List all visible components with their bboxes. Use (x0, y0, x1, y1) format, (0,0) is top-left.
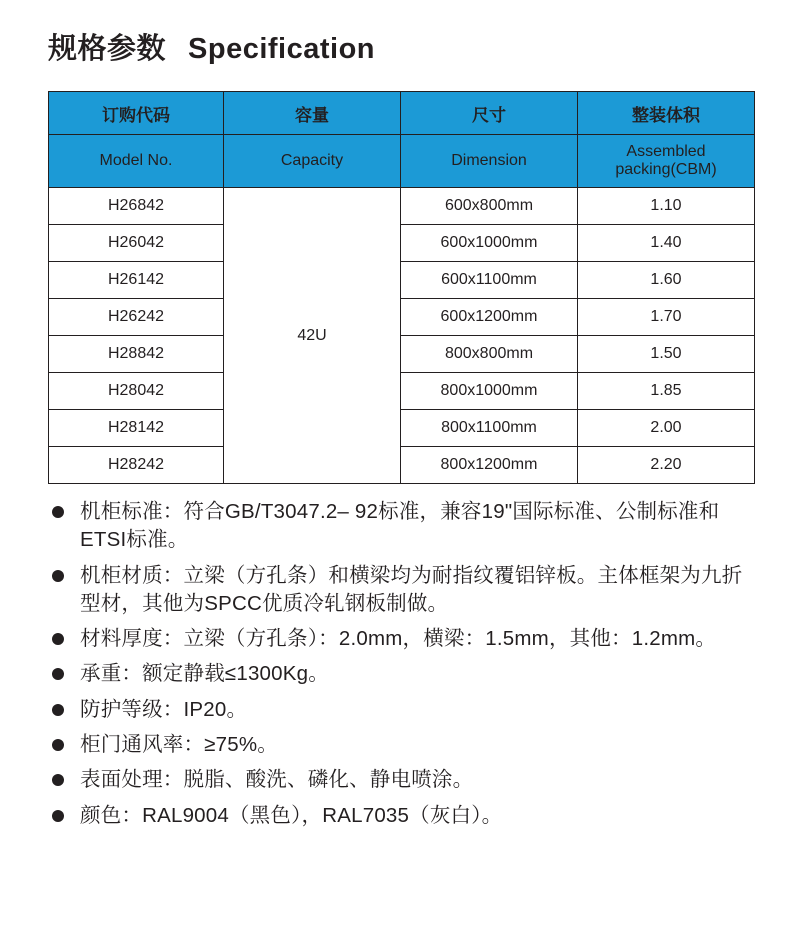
cell-dimension: 600x1200mm (401, 299, 578, 336)
cell-model: H26242 (49, 299, 224, 336)
cell-dimension: 800x1100mm (401, 410, 578, 447)
list-item-text: 防护等级：IP20。 (80, 697, 248, 721)
table-row (49, 225, 755, 262)
page-title (48, 26, 760, 67)
cell-dimension: 800x800mm (401, 336, 578, 373)
bullet-dot-icon (52, 570, 64, 582)
table-row (49, 188, 755, 225)
cell-cbm: 2.00 (578, 410, 755, 447)
bullet-dot-icon (52, 704, 64, 716)
col-header-cbm-en-line1: Assembled (626, 142, 706, 160)
col-header-model-cn: 订购代码 (49, 92, 224, 135)
list-item (48, 731, 760, 759)
cell-dimension: 800x1200mm (401, 447, 578, 484)
bullet-dot-icon (52, 668, 64, 680)
specification-table (48, 91, 755, 484)
table-row (49, 336, 755, 373)
list-item-text: 机柜标准：符合GB/T3047.2– 92标准，兼容19"国际标准、公制标准和ETSI标准。 (80, 500, 720, 552)
list-item (48, 696, 760, 724)
col-header-cbm-en (578, 135, 755, 188)
list-item (48, 766, 760, 794)
bullet-dot-icon (52, 633, 64, 645)
cell-cbm: 1.85 (578, 373, 755, 410)
cell-model: H26842 (49, 188, 224, 225)
cell-model: H28842 (49, 336, 224, 373)
cell-capacity: 42U (224, 188, 401, 484)
cell-model: H26042 (49, 225, 224, 262)
cell-model: H26142 (49, 262, 224, 299)
table-row (49, 373, 755, 410)
col-header-dimension-cn: 尺寸 (401, 92, 578, 135)
list-item-text: 颜色：RAL9004（黑色），RAL7035（灰白）。 (80, 803, 503, 827)
cell-model: H28242 (49, 447, 224, 484)
table-row (49, 410, 755, 447)
table-header-row-cn (49, 92, 755, 135)
table-body (49, 188, 755, 484)
cell-cbm: 1.60 (578, 262, 755, 299)
bullet-dot-icon (52, 810, 64, 822)
col-header-model-en: Model No. (49, 135, 224, 188)
list-item-text: 承重：额定静载≤1300Kg。 (80, 662, 329, 686)
table-row (49, 447, 755, 484)
cell-model: H28042 (49, 373, 224, 410)
cell-model: H28142 (49, 410, 224, 447)
cell-cbm: 1.40 (578, 225, 755, 262)
table-header-row-en (49, 135, 755, 188)
cell-cbm: 1.70 (578, 299, 755, 336)
list-item (48, 498, 760, 555)
table-header (49, 92, 755, 188)
page-title-en: Specification (188, 33, 376, 65)
col-header-dimension-en: Dimension (401, 135, 578, 188)
col-header-cbm-cn: 整装体积 (578, 92, 755, 135)
table-row (49, 262, 755, 299)
cell-dimension: 600x1000mm (401, 225, 578, 262)
list-item-text: 机柜材质：立梁（方孔条）和横梁均为耐指纹覆铝锌板。主体框架为九折型材，其他为SPCC优质冷轧钢板制做。 (80, 563, 743, 615)
cell-dimension: 600x800mm (401, 188, 578, 225)
cell-cbm: 2.20 (578, 447, 755, 484)
cell-cbm: 1.50 (578, 336, 755, 373)
specification-bullet-list (48, 498, 760, 830)
table-row (49, 299, 755, 336)
cell-dimension: 800x1000mm (401, 373, 578, 410)
list-item (48, 802, 760, 830)
bullet-dot-icon (52, 739, 64, 751)
list-item (48, 625, 760, 653)
list-item (48, 660, 760, 688)
cell-dimension: 600x1100mm (401, 262, 578, 299)
page-title-cn: 规格参数 (48, 33, 167, 65)
list-item-text: 材料厚度：立梁（方孔条）：2.0mm，横梁：1.5mm，其他：1.2mm。 (80, 627, 717, 651)
bullet-dot-icon (52, 774, 64, 786)
bullet-dot-icon (52, 506, 64, 518)
list-item (48, 562, 760, 619)
list-item-text: 柜门通风率：≥75%。 (80, 732, 278, 756)
col-header-cbm-en-line2: packing(CBM) (615, 161, 717, 178)
list-item-text: 表面处理：脱脂、酸洗、磷化、静电喷涂。 (80, 768, 474, 792)
col-header-capacity-en: Capacity (224, 135, 401, 188)
col-header-capacity-cn: 容量 (224, 92, 401, 135)
cell-cbm: 1.10 (578, 188, 755, 225)
